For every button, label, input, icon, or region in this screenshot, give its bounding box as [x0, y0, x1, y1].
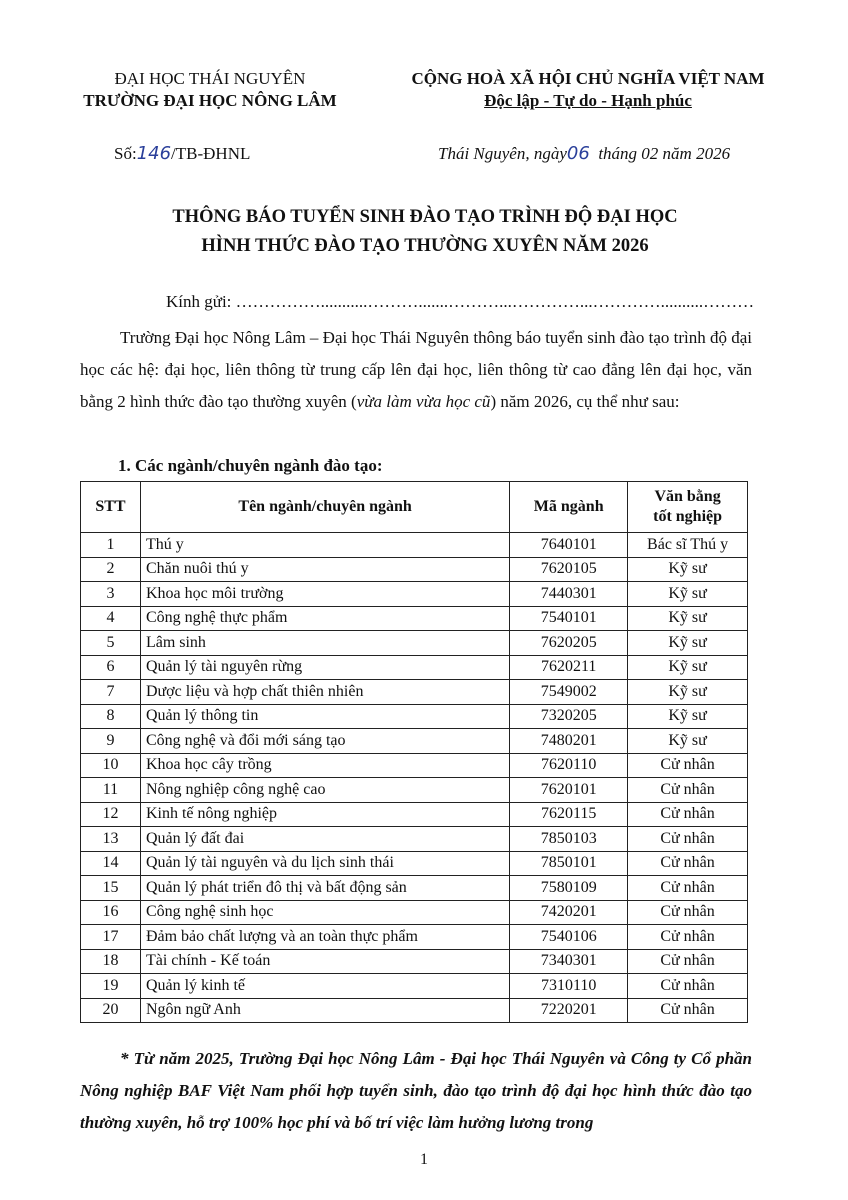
table-row — [81, 925, 748, 950]
cell-degree: Kỹ sư — [628, 680, 748, 705]
cell-name: Ngôn ngữ Anh — [140, 998, 509, 1023]
cell-degree: Cử nhân — [628, 827, 748, 852]
cell-code: 7310110 — [510, 974, 628, 999]
cell-stt: 17 — [81, 925, 141, 950]
table-row — [81, 655, 748, 680]
header-name: Tên ngành/chuyên ngành — [140, 482, 509, 533]
cell-degree: Cử nhân — [628, 998, 748, 1023]
cell-code: 7580109 — [510, 876, 628, 901]
intro-paragraph: Trường Đại học Nông Lâm – Đại học Thái Nguyên thông báo tuyển sinh đào tạo trình độ đại học các hệ: đại học, liên thông từ trung cấp lên đại học, liên thông từ cao đẳng lên đại học, văn bằng 2 hình thức đào tạo thường xuyên (vừa làm vừa học cũ) năm 2026, cụ thể như sau: — [80, 328, 752, 411]
cell-name: Quản lý phát triển đô thị và bất động sản — [140, 876, 509, 901]
cell-name: Quản lý tài nguyên rừng — [140, 655, 509, 680]
cell-degree: Kỹ sư — [628, 729, 748, 754]
cell-degree: Kỹ sư — [628, 606, 748, 631]
cell-name: Kinh tế nông nghiệp — [140, 802, 509, 827]
cell-stt: 2 — [81, 557, 141, 582]
handwritten-number: 146 — [136, 143, 172, 164]
cell-name: Quản lý kinh tế — [140, 974, 509, 999]
cell-degree: Cử nhân — [628, 851, 748, 876]
cell-degree: Cử nhân — [628, 925, 748, 950]
cell-degree: Kỹ sư — [628, 655, 748, 680]
cell-stt: 16 — [81, 900, 141, 925]
cell-name: Lâm sinh — [140, 631, 509, 656]
header-degree: Văn bằng tốt nghiệp — [628, 482, 748, 533]
cell-stt: 6 — [81, 655, 141, 680]
cell-stt: 19 — [81, 974, 141, 999]
cell-code: 7440301 — [510, 582, 628, 607]
cell-stt: 12 — [81, 802, 141, 827]
cell-name: Chăn nuôi thú y — [140, 557, 509, 582]
cell-stt: 10 — [81, 753, 141, 778]
table-row — [81, 851, 748, 876]
parent-university: ĐẠI HỌC THÁI NGUYÊN — [114, 69, 306, 88]
cell-code: 7340301 — [510, 949, 628, 974]
cell-name: Quản lý tài nguyên và du lịch sinh thái — [140, 851, 509, 876]
cell-name: Khoa học cây trồng — [140, 753, 509, 778]
table-row — [81, 876, 748, 901]
cell-stt: 8 — [81, 704, 141, 729]
cell-degree: Kỹ sư — [628, 704, 748, 729]
national-motto — [378, 68, 798, 112]
cell-name: Công nghệ sinh học — [140, 900, 509, 925]
cell-degree: Kỹ sư — [628, 582, 748, 607]
cell-degree: Cử nhân — [628, 802, 748, 827]
cell-code: 7540106 — [510, 925, 628, 950]
table-row — [81, 778, 748, 803]
majors-table — [80, 481, 748, 1023]
cell-code: 7620105 — [510, 557, 628, 582]
country-name: CỘNG HOÀ XÃ HỘI CHỦ NGHĨA VIỆT NAM — [411, 69, 765, 88]
cell-code: 7549002 — [510, 680, 628, 705]
page-number: 1 — [420, 1151, 428, 1168]
cell-name: Khoa học môi trường — [140, 582, 509, 607]
cell-code: 7850101 — [510, 851, 628, 876]
cell-stt: 15 — [81, 876, 141, 901]
cell-code: 7420201 — [510, 900, 628, 925]
cell-code: 7620110 — [510, 753, 628, 778]
table-row — [81, 704, 748, 729]
cell-degree: Cử nhân — [628, 753, 748, 778]
table-row — [81, 582, 748, 607]
cell-stt: 14 — [81, 851, 141, 876]
cell-name: Nông nghiệp công nghệ cao — [140, 778, 509, 803]
cell-stt: 5 — [81, 631, 141, 656]
cell-code: 7480201 — [510, 729, 628, 754]
table-row — [81, 631, 748, 656]
cell-stt: 4 — [81, 606, 141, 631]
cell-stt: 13 — [81, 827, 141, 852]
note-paragraph: * Từ năm 2025, Trường Đại học Nông Lâm - Đại học Thái Nguyên và Công ty Cổ phần Nông nghiệp BAF Việt Nam phối hợp tuyển sinh, đào tạo trình độ đại học hình thức đào tạo thường xuyên, hỗ trợ 100% học phí và bố trí việc làm hưởng lương trong — [80, 1049, 752, 1132]
cell-stt: 20 — [81, 998, 141, 1023]
handwritten-day: 06 — [566, 143, 590, 164]
salutation: Kính gửi: ……………...........……….......………...…………...…………..........……… — [166, 292, 755, 311]
cell-degree: Cử nhân — [628, 876, 748, 901]
section-heading: 1. Các ngành/chuyên ngành đào tạo: — [118, 456, 383, 475]
cell-degree: Bác sĩ Thú y — [628, 533, 748, 558]
motto: Độc lập - Tự do - Hạnh phúc — [484, 91, 692, 110]
cell-name: Tài chính - Kế toán — [140, 949, 509, 974]
cell-name: Công nghệ thực phẩm — [140, 606, 509, 631]
table-row — [81, 827, 748, 852]
school-name: TRƯỜNG ĐẠI HỌC NÔNG LÂM — [83, 91, 337, 110]
cell-stt: 9 — [81, 729, 141, 754]
cell-code: 7620101 — [510, 778, 628, 803]
table-row — [81, 949, 748, 974]
table-row — [81, 900, 748, 925]
document-date: Thái Nguyên, ngày06 tháng 02 năm 2026 — [438, 143, 731, 164]
cell-name: Quản lý thông tin — [140, 704, 509, 729]
header-stt: STT — [81, 482, 141, 533]
cell-code: 7620115 — [510, 802, 628, 827]
cell-name: Thú y — [140, 533, 509, 558]
cell-degree: Cử nhân — [628, 778, 748, 803]
cell-code: 7220201 — [510, 998, 628, 1023]
cell-name: Dược liệu và hợp chất thiên nhiên — [140, 680, 509, 705]
table-row — [81, 729, 748, 754]
table-row — [81, 606, 748, 631]
table-row — [81, 802, 748, 827]
cell-code: 7320205 — [510, 704, 628, 729]
cell-degree: Kỹ sư — [628, 557, 748, 582]
table-row — [81, 533, 748, 558]
cell-stt: 18 — [81, 949, 141, 974]
cell-name: Quản lý đất đai — [140, 827, 509, 852]
cell-code: 7620205 — [510, 631, 628, 656]
document-number: Số:146/TB-ĐHNL — [114, 143, 251, 164]
cell-stt: 3 — [81, 582, 141, 607]
table-row — [81, 557, 748, 582]
cell-code: 7850103 — [510, 827, 628, 852]
cell-stt: 1 — [81, 533, 141, 558]
cell-degree: Kỹ sư — [628, 631, 748, 656]
cell-name: Đảm bảo chất lượng và an toàn thực phẩm — [140, 925, 509, 950]
cell-code: 7540101 — [510, 606, 628, 631]
table-row — [81, 998, 748, 1023]
cell-code: 7620211 — [510, 655, 628, 680]
table-row — [81, 680, 748, 705]
table-header-row — [81, 482, 748, 533]
cell-code: 7640101 — [510, 533, 628, 558]
table-row — [81, 974, 748, 999]
issuing-organization — [60, 68, 360, 112]
table-row — [81, 753, 748, 778]
document-title: THÔNG BÁO TUYỂN SINH ĐÀO TẠO TRÌNH ĐỘ ĐẠI HỌC HÌNH THỨC ĐÀO TẠO THƯỜNG XUYÊN NĂM 2026 — [172, 207, 678, 256]
cell-degree: Cử nhân — [628, 900, 748, 925]
cell-name: Công nghệ và đổi mới sáng tạo — [140, 729, 509, 754]
cell-degree: Cử nhân — [628, 974, 748, 999]
cell-stt: 11 — [81, 778, 141, 803]
header-code: Mã ngành — [510, 482, 628, 533]
cell-degree: Cử nhân — [628, 949, 748, 974]
cell-stt: 7 — [81, 680, 141, 705]
